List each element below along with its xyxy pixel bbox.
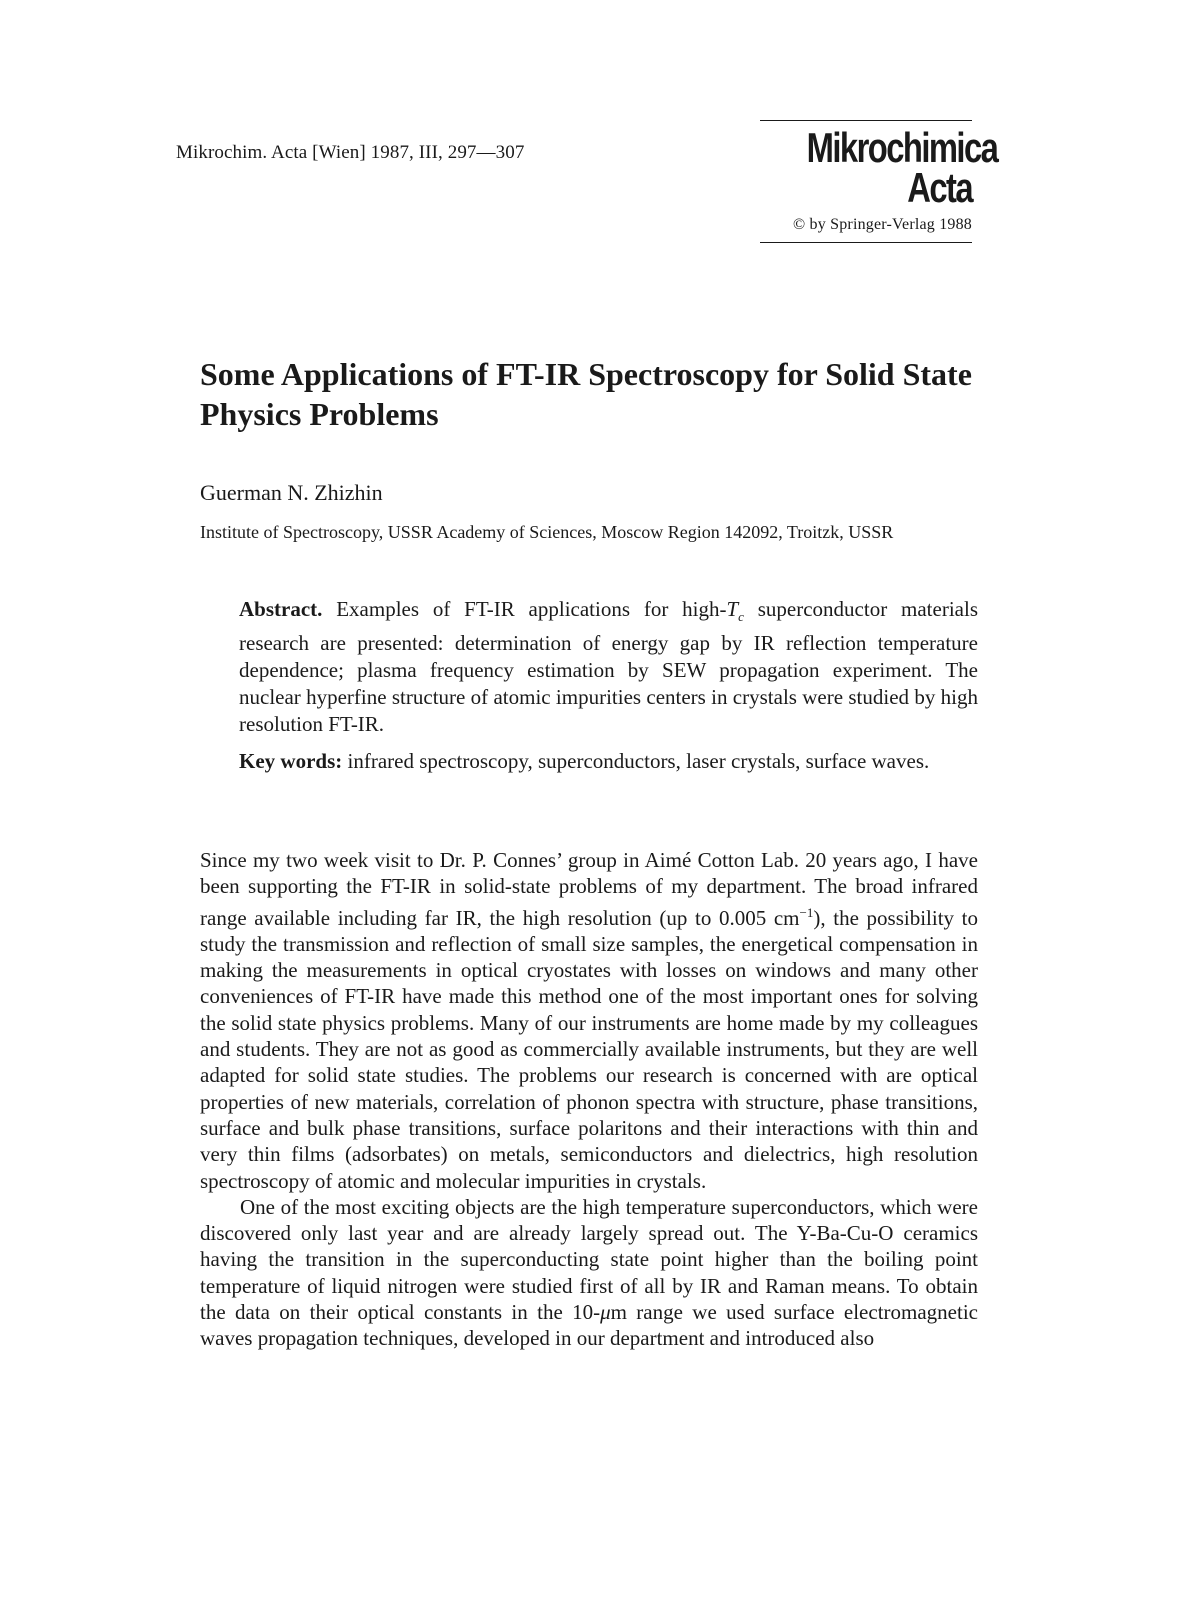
journal-citation: Mikrochim. Acta [Wien] 1987, III, 297—307	[176, 142, 525, 163]
journal-masthead	[760, 120, 998, 243]
abstract-section	[239, 596, 978, 775]
wavenumber-exponent: −1	[799, 904, 814, 920]
journal-name-line1: Mikrochimica	[806, 124, 998, 171]
abstract-paragraph	[239, 596, 978, 738]
body-paragraph-1	[200, 847, 978, 1194]
micro-symbol: μ	[600, 1300, 611, 1325]
abstract-text-end: superconductor materials research are presented: determination of energy gap by IR reflection temperature dependence; plasma frequency estimation by SEW propagation experiment. The nuclear hyperfine structure of atomic impurities centers in crystals were studied by high resolution FT-IR.	[239, 597, 978, 737]
article-title: Some Applications of FT-IR Spectroscopy for Solid State Physics Problems	[200, 356, 972, 432]
author-affiliation: Institute of Spectroscopy, USSR Academy of Sciences, Moscow Region 142092, Troitzk, USSR	[200, 522, 894, 542]
author-name: Guerman N. Zhizhin	[200, 480, 383, 505]
body-p2-text-end: m range we used surface electromagnetic waves propagation techniques, developed in our department and introduced also	[200, 1300, 978, 1351]
keywords-text: infrared spectroscopy, superconductors, laser crystals, surface waves.	[342, 749, 930, 774]
abstract-text-start: Examples of FT-IR applications for high-	[322, 597, 727, 621]
body-paragraph-2	[200, 1194, 978, 1352]
copyright-notice: © by Springer-Verlag 1988	[792, 216, 972, 233]
abstract-label: Abstract.	[239, 597, 323, 621]
article-body	[200, 847, 978, 1352]
tc-subscript: c	[738, 609, 744, 625]
body-p1-text-start: Since my two week visit to Dr. P. Connes’ group in Aimé Cotton Lab. 20 years ago, I have been supporting the FT-IR in solid-state problems of my department. The broad infrared range available including far IR, the high resolution (up to 0.005 cm	[200, 848, 978, 930]
masthead-bottom-rule	[760, 242, 972, 243]
keywords-paragraph	[239, 748, 978, 775]
keywords-label: Key words:	[239, 749, 343, 774]
body-p1-text-end: ), the possibility to study the transmission and reflection of small size samples, the energetical compensation in making the measurements in optical cryostates with losses on windows and many other conveniences of FT-IR have made this method one of the most important ones for solving the solid state physics problems. Many of our instruments are home made by my colleagues and students. They are not as good as commercially available instruments, but they are well adapted for solid state studies. The problems our research is concerned with are optical properties of new materials, correlation of phonon spectra with structure, phase transitions, surface and bulk phase transitions, surface polaritons and their interactions with thin and very thin films (adsorbates) on metals, semiconductors and dielectrics, high resolution spectroscopy of atomic and molecular impurities in crystals.	[200, 905, 979, 1193]
masthead-top-rule	[760, 120, 972, 121]
body-p2-text-start: One of the most exciting objects are the high temperature superconductors, which were discovered only last year and are already largely spread out. The Y-Ba-Cu-O ceramics having the transition in the superconducting state point higher than the boiling point temperature of liquid nitrogen were studied first of all by IR and Raman means. To obtain the data on their optical constants in the 10-	[200, 1194, 978, 1325]
journal-name-line2: Acta	[907, 164, 972, 211]
tc-symbol: T	[726, 597, 739, 621]
